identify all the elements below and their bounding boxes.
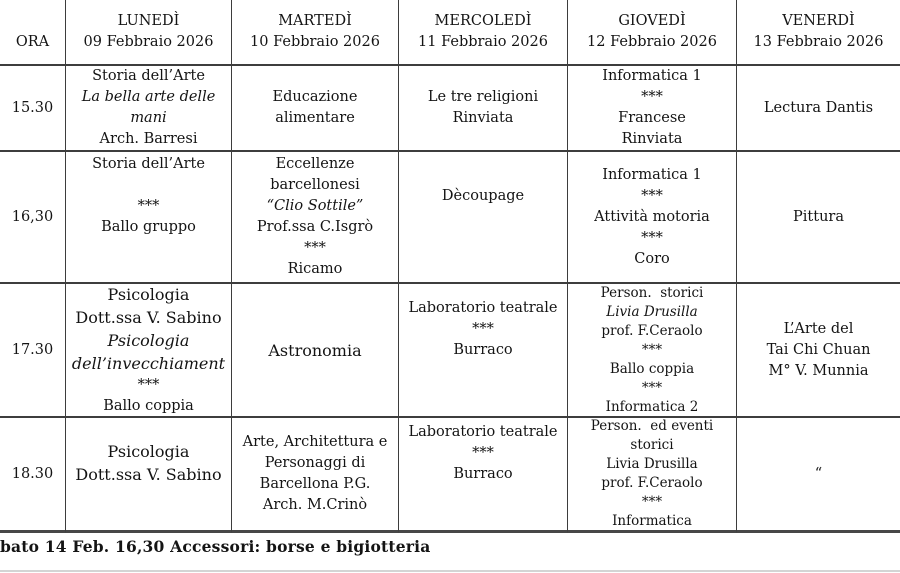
text-line: Storia dell’Arte [92,156,205,172]
text-line: Arch. Barresi [99,131,198,147]
text-line: barcellonesi [270,177,360,193]
text-line: Rinviata [621,131,683,147]
schedule-cell [232,66,399,152]
text-line: Livia Drusilla [606,303,698,320]
text-line: Barcellona P.G. [259,476,371,492]
text-line: Psicologia [107,285,190,304]
text-line [146,175,151,196]
text-line [481,361,486,382]
text-line: Eccellenze [275,156,355,172]
time-cell [0,418,66,533]
separator-asterisks: *** [137,377,160,393]
text-line: Arte, Architettura e [242,434,388,450]
text-line: M° V. Munnia [768,362,869,379]
text-line: Educazione [272,89,358,105]
day-date: 12 Febbraio 2026 [587,34,717,50]
header-cell-wednesday [399,0,568,66]
separator-asterisks: *** [304,240,326,256]
text-line: alimentare [275,110,355,126]
schedule-cell [399,66,568,152]
text-line: “Clio Sottile” [266,198,364,214]
schedule-cell [568,284,737,418]
text-line: Personaggi di [264,455,366,471]
text-line: Lectura Dantis [763,99,874,116]
text-line: Informatica 2 [605,398,699,415]
text-line: 18.30 [11,465,54,482]
text-line: L’Arte del [783,320,854,337]
header-cell-thursday [568,0,737,66]
separator-asterisks: *** [641,187,663,204]
day-name: MERCOLEDÌ [434,13,532,29]
day-name: LUNEDÌ [117,13,180,29]
time-cell [0,152,66,284]
text-line: Dott.ssa V. Sabino [75,464,222,484]
text-line: Francese [618,110,686,126]
text-line: Laboratorio teatrale [408,423,558,440]
separator-asterisks: *** [641,379,663,396]
text-line: Rinviata [452,110,514,126]
text-line: Coro [634,250,670,267]
day-date: 11 Febbraio 2026 [418,34,548,50]
separator-asterisks: *** [472,444,494,461]
schedule-cell [737,66,900,152]
text-line: Ballo gruppo [101,219,196,235]
schedule-cell [568,418,737,533]
schedule-cell [399,284,568,418]
text-line: Storia dell’Arte [92,68,205,84]
separator-asterisks: *** [641,341,663,358]
text-line: Ricamo [287,261,343,277]
text-line: Informatica 1 [602,68,702,84]
day-name: VENERDÌ [782,13,855,29]
text-line: Person. ed eventi [590,418,714,434]
text-line: Psicologia [107,331,190,350]
day-date: 09 Febbraio 2026 [83,34,214,50]
text-line: Arch. M.Crinò [262,497,368,513]
day-date: 10 Febbraio 2026 [250,34,380,50]
text-line [481,506,486,527]
header-cell-ora [0,0,66,66]
schedule-cell [568,66,737,152]
separator-asterisks: *** [137,198,160,214]
text-line: dell’invecchiament [71,354,226,373]
text-line: Astronomia [268,340,362,360]
schedule-cell [568,152,737,284]
text-line: Ballo coppia [103,398,194,414]
text-line: Prof.ssa C.Isgrò [256,219,374,235]
text-line: 15.30 [11,99,54,116]
text-line: Informatica [612,513,692,529]
separator-asterisks: *** [472,320,494,337]
text-line [481,382,486,403]
text-line: Tai Chi Chuan [766,341,871,358]
schedule-cell [66,284,232,418]
schedule-cell [66,418,232,533]
header-cell-tuesday [232,0,399,66]
schedule-cell [737,152,900,284]
text-line: Informatica 1 [602,166,702,183]
separator-asterisks: *** [641,494,663,510]
text-line: “ [814,465,823,482]
day-date: 13 Febbraio 2026 [753,34,884,50]
text-line: Attività motoria [594,208,710,225]
schedule-cell [232,418,399,533]
header-cell-monday [66,0,232,66]
text-line: 17.30 [11,341,54,358]
schedule-cell [737,284,900,418]
text-line [481,485,486,506]
text-line: Dott.ssa V. Sabino [75,308,222,327]
text-line [481,228,486,249]
text-line: Le tre religioni [427,89,539,105]
text-line [146,238,151,259]
text-line: Person. storici [600,284,704,301]
text-line: La bella arte delle [81,89,216,105]
footer-note: bato 14 Feb. 16,30 Accessori: borse e bigiotteria [0,537,431,556]
day-name: GIOVEDÌ [618,13,686,29]
schedule-cell [232,284,399,418]
day-name: MARTEDÌ [278,13,352,29]
text-line: Pittura [793,208,844,225]
text-line: Livia Drusilla [606,456,698,472]
text-line: Dècoupage [441,187,525,204]
schedule-cell [737,418,900,533]
text-line: prof. F.Ceraolo [601,475,703,491]
text-line: storici [630,437,674,453]
ora-label: ORA [15,34,50,50]
text-line: prof. F.Ceraolo [601,322,703,339]
schedule-cell [399,152,568,284]
schedule-cell [66,152,232,284]
time-cell [0,66,66,152]
text-line: 16,30 [11,208,54,225]
text-line: Psicologia [107,441,190,461]
text-line: Ballo coppia [609,360,695,377]
text-line: Burraco [453,341,513,358]
schedule-cell [399,418,568,533]
separator-asterisks: *** [641,229,663,246]
schedule-cell [232,152,399,284]
header-cell-friday [737,0,900,66]
schedule-cell [66,66,232,152]
time-cell [0,284,66,418]
separator-asterisks: *** [641,89,663,105]
text-line [146,486,151,509]
text-line [481,207,486,228]
text-line: mani [130,110,167,126]
text-line [146,259,151,280]
text-line: Laboratorio teatrale [408,299,558,316]
page-bottom-divider [0,570,900,572]
text-line: Burraco [453,465,513,482]
